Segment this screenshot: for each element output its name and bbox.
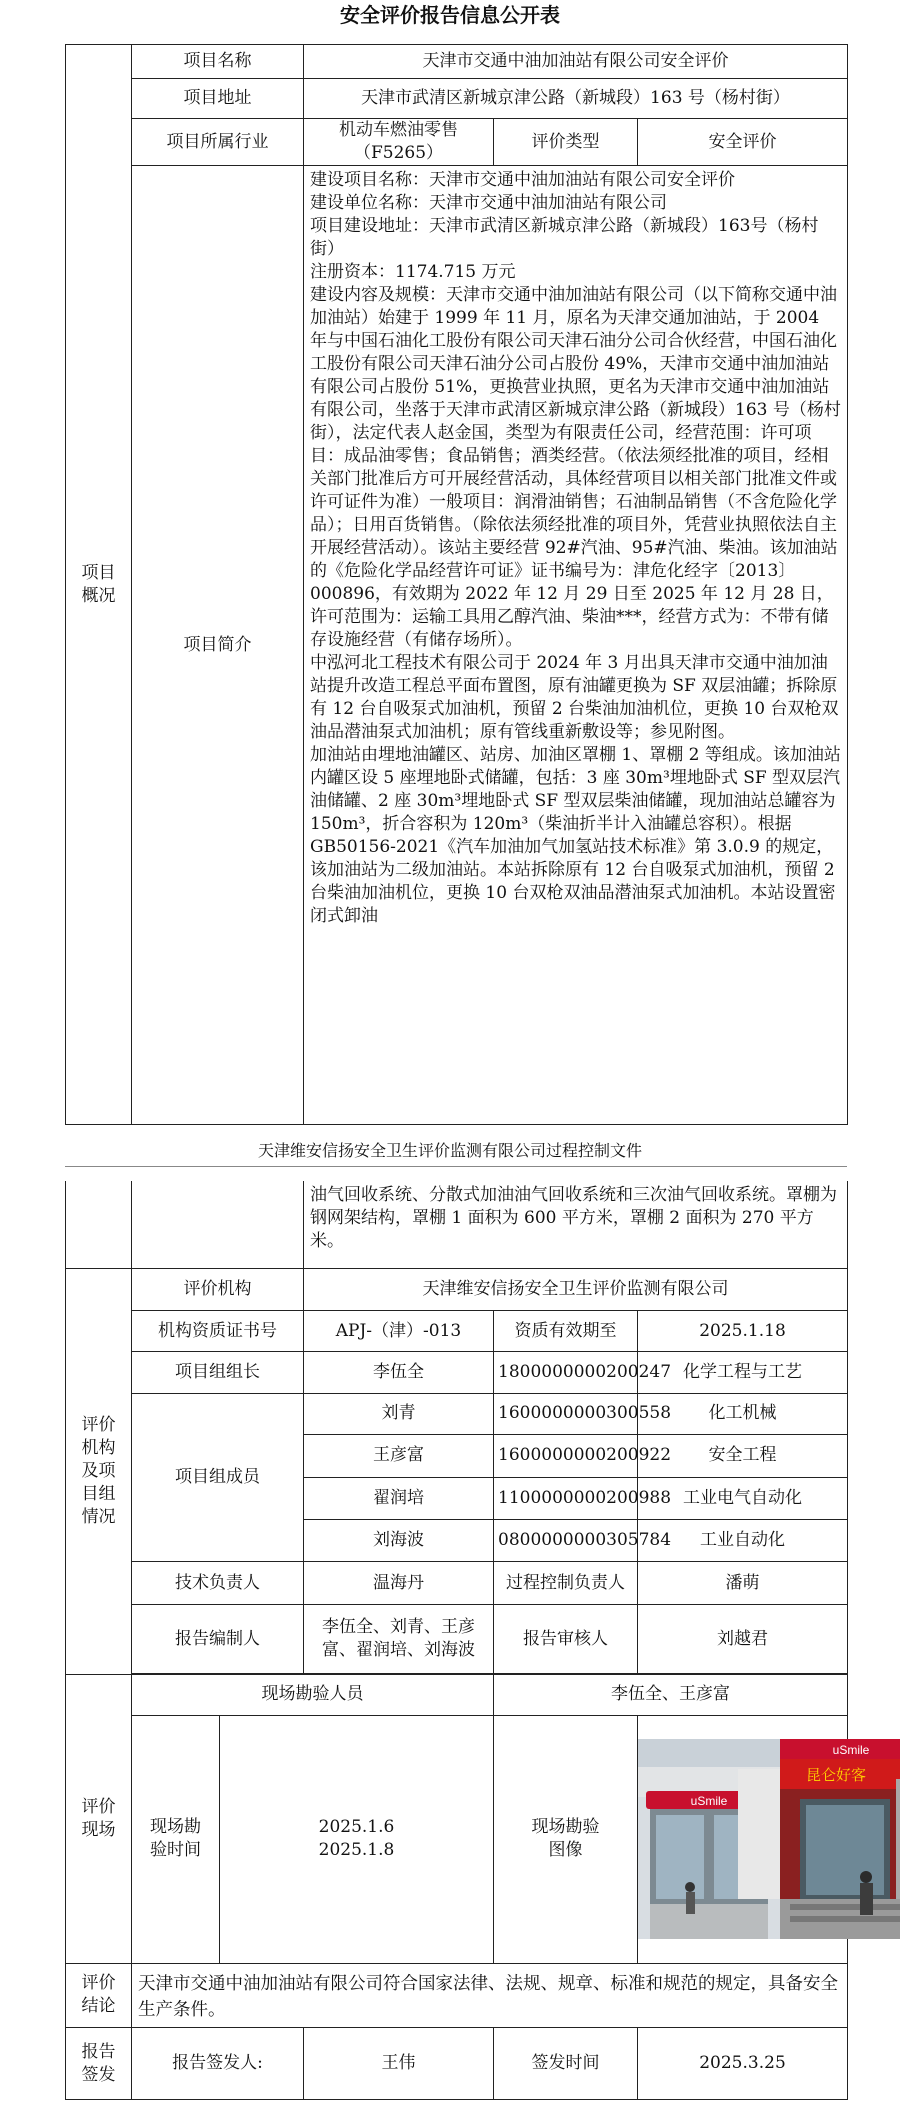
eval-type-value: 安全评价 [638,119,848,166]
site-images-label: 现场勘验 图像 [494,1715,638,1963]
project-name-label: 项目名称 [132,45,304,79]
svg-text:uSmile: uSmile [832,1743,870,1758]
conclusion-label: 评价 结论 [66,1963,132,2028]
leader-major: 化学工程与工艺 [638,1352,848,1393]
member-major: 化工机械 [638,1393,848,1434]
reviewer-value: 刘越君 [638,1604,848,1673]
issue-time-label: 签发时间 [494,2028,638,2100]
valid-label: 资质有效期至 [494,1311,638,1352]
leader-label: 项目组组长 [132,1352,304,1393]
site-section-label: 评价 现场 [66,1675,132,1963]
member-major: 安全工程 [638,1435,848,1477]
intro-paragraph: 项目建设地址：天津市武清区新城京津公路（新城段）163号（杨村街） [310,216,819,259]
project-address-label: 项目地址 [132,79,304,119]
site-photo-2 [780,1739,900,1939]
site-dates: 2025.1.6 2025.1.8 [220,1715,494,1963]
site-time-label: 现场勘 验时间 [132,1715,220,1963]
footer-divider [65,1166,847,1167]
member-id: 1600000000200922 [494,1435,638,1477]
member-name: 刘海波 [304,1520,494,1562]
member-id: 1600000000300558 [494,1393,638,1434]
intro-paragraph: 加油站由埋地油罐区、站房、加油区罩棚 1、罩棚 2 等组成。该加油站内罐区设 5 座埋地卧式储罐，包括：3 座 30m³埋地卧式 SF 型双层汽油储罐、2 座 30m³埋地卧式 SF 型双层柴油储罐，现加油站总罐容为 150m³，折合容积为 120m³（柴油折半计入油罐总容积）。根据 GB50156-2021《汽车加油加气加氢站技术标准》第 3.0.9 的规定，该加油站为二级加油站。本站拆除原有 12 台自吸泵式加油机，预留 2 台柴油加油机位，更换 10 台双枪双油品潜油泵式加油机。本站设置密闭式卸油 [310,745,841,926]
cert-label: 机构资质证书号 [132,1311,304,1352]
issuer-label: 报告签发人: [132,2028,304,2100]
member-name: 王彦富 [304,1435,494,1477]
process-value: 潘萌 [638,1562,848,1604]
evaluation-info-table [65,1181,870,2100]
issuer-value: 王伟 [304,2028,494,2100]
project-intro-label: 项目简介 [132,166,304,1125]
site-photo-1 [638,1739,780,1939]
svg-text:uSmile: uSmile [690,1794,728,1809]
project-address-value: 天津市武清区新城京津公路（新城段）163 号（杨村街） [304,79,848,119]
writers-value: 李伍全、刘青、王彦富、翟润培、刘海波 [304,1604,494,1673]
intro-paragraph: 建设单位名称：天津市交通中油加油站有限公司 [310,193,667,213]
page-footer: 天津维安信扬安全卫生评价监测有限公司过程控制文件 [257,1141,642,1160]
process-label: 过程控制负责人 [494,1562,638,1604]
project-name-value: 天津市交通中油加油站有限公司安全评价 [304,45,848,79]
document-title: 安全评价报告信息公开表 [340,3,560,27]
project-intro-continued: 油气回收系统、分散式加油油气回收系统和三次油气回收系统。罩棚为钢网架结构，罩棚 1 面积为 600 平方米，罩棚 2 面积为 270 平方米。 [304,1181,848,1268]
agency-label: 评价机构 [132,1268,304,1310]
site-images [638,1715,870,1963]
inspectors-label: 现场勘验人员 [132,1675,494,1715]
cert-value: APJ-（津）-013 [304,1311,494,1352]
tech-label: 技术负责人 [132,1562,304,1604]
issue-time-value: 2025.3.25 [638,2028,848,2100]
svg-text:昆仑好客: 昆仑好客 [805,1766,867,1785]
project-intro-text [304,166,848,1125]
eval-type-label: 评价类型 [494,119,638,166]
org-section-label: 评价 机构 及项 目组 情况 [66,1268,132,1675]
conclusion-text: 天津市交通中油加油站有限公司符合国家法律、法规、规章、标准和规范的规定，具备安全生产条件。 [132,1963,848,2028]
agency-value: 天津维安信扬安全卫生评价监测有限公司 [304,1268,848,1310]
member-id: 1100000000200988 [494,1477,638,1519]
project-industry-value: 机动车燃油零售（F5265） [304,119,494,166]
writers-label: 报告编制人 [132,1604,304,1673]
leader-id: 1800000000200247 [494,1352,638,1393]
members-label: 项目组成员 [132,1393,304,1562]
member-id: 0800000000305784 [494,1520,638,1562]
inspectors-value: 李伍全、王彦富 [494,1675,848,1715]
leader-name: 李伍全 [304,1352,494,1393]
tech-value: 温海丹 [304,1562,494,1604]
issue-label: 报告 签发 [66,2028,132,2100]
intro-paragraph: 注册资本：1174.715 万元 [310,262,516,282]
valid-value: 2025.1.18 [638,1311,848,1352]
project-overview-table [65,44,848,1125]
project-overview-label: 项目 概况 [66,45,132,1125]
member-name: 翟润培 [304,1477,494,1519]
member-name: 刘青 [304,1393,494,1434]
intro-paragraph: 建设项目名称：天津市交通中油加油站有限公司安全评价 [310,170,735,190]
intro-paragraph: 建设内容及规模：天津市交通中油加油站有限公司（以下简称交通中油加油站）始建于 1999 年 11 月，原名为天津交通加油站，于 2004 年与中国石油化工股份有限公司天津石油分公司合伙经营，中国石油化工股份有限公司天津石油分公司占股份 49%，天津市交通中油加油站有限公司占股份 51%，更换营业执照，更名为天津市交通中油加油站有限公司，坐落于天津市武清区新城京津公路（新城段）163 号（杨村街），法定代表人赵金国，类型为有限责任公司，经营范围：许可项目：成品油零售；食品销售；酒类经营。（依法须经批准的项目，经相关部门批准后方可开展经营活动，具体经营项目以相关部门批准文件或许可证件为准）一般项目：润滑油销售；石油制品销售（不含危险化学品）；日用百货销售。（除依法须经批准的项目外，凭营业执照依法自主开展经营活动）。该站主要经营 92#汽油、95#汽油、柴油。该加油站的《危险化学品经营许可证》证书编号为：津危化经字〔2013〕000896，有效期为 2022 年 12 月 29 日至 2025 年 12 月 28 日，许可范围为：运输工具用乙醇汽油、柴油***，经营方式为：不带有储存设施经营（有储存场所）。 [310,285,841,650]
intro-paragraph: 中泓河北工程技术有限公司于 2024 年 3 月出具天津市交通中油加油站提升改造工程总平面布置图，原有油罐更换为 SF 双层油罐；拆除原有 12 台自吸泵式加油机，预留 2 台柴油加油机位，更换 10 台双枪双油品潜油泵式加油机；原有管线重新敷设等；参见附图。 [310,653,839,742]
member-major: 工业电气自动化 [638,1477,848,1519]
project-industry-label: 项目所属行业 [132,119,304,166]
member-major: 工业自动化 [638,1520,848,1562]
reviewer-label: 报告审核人 [494,1604,638,1673]
